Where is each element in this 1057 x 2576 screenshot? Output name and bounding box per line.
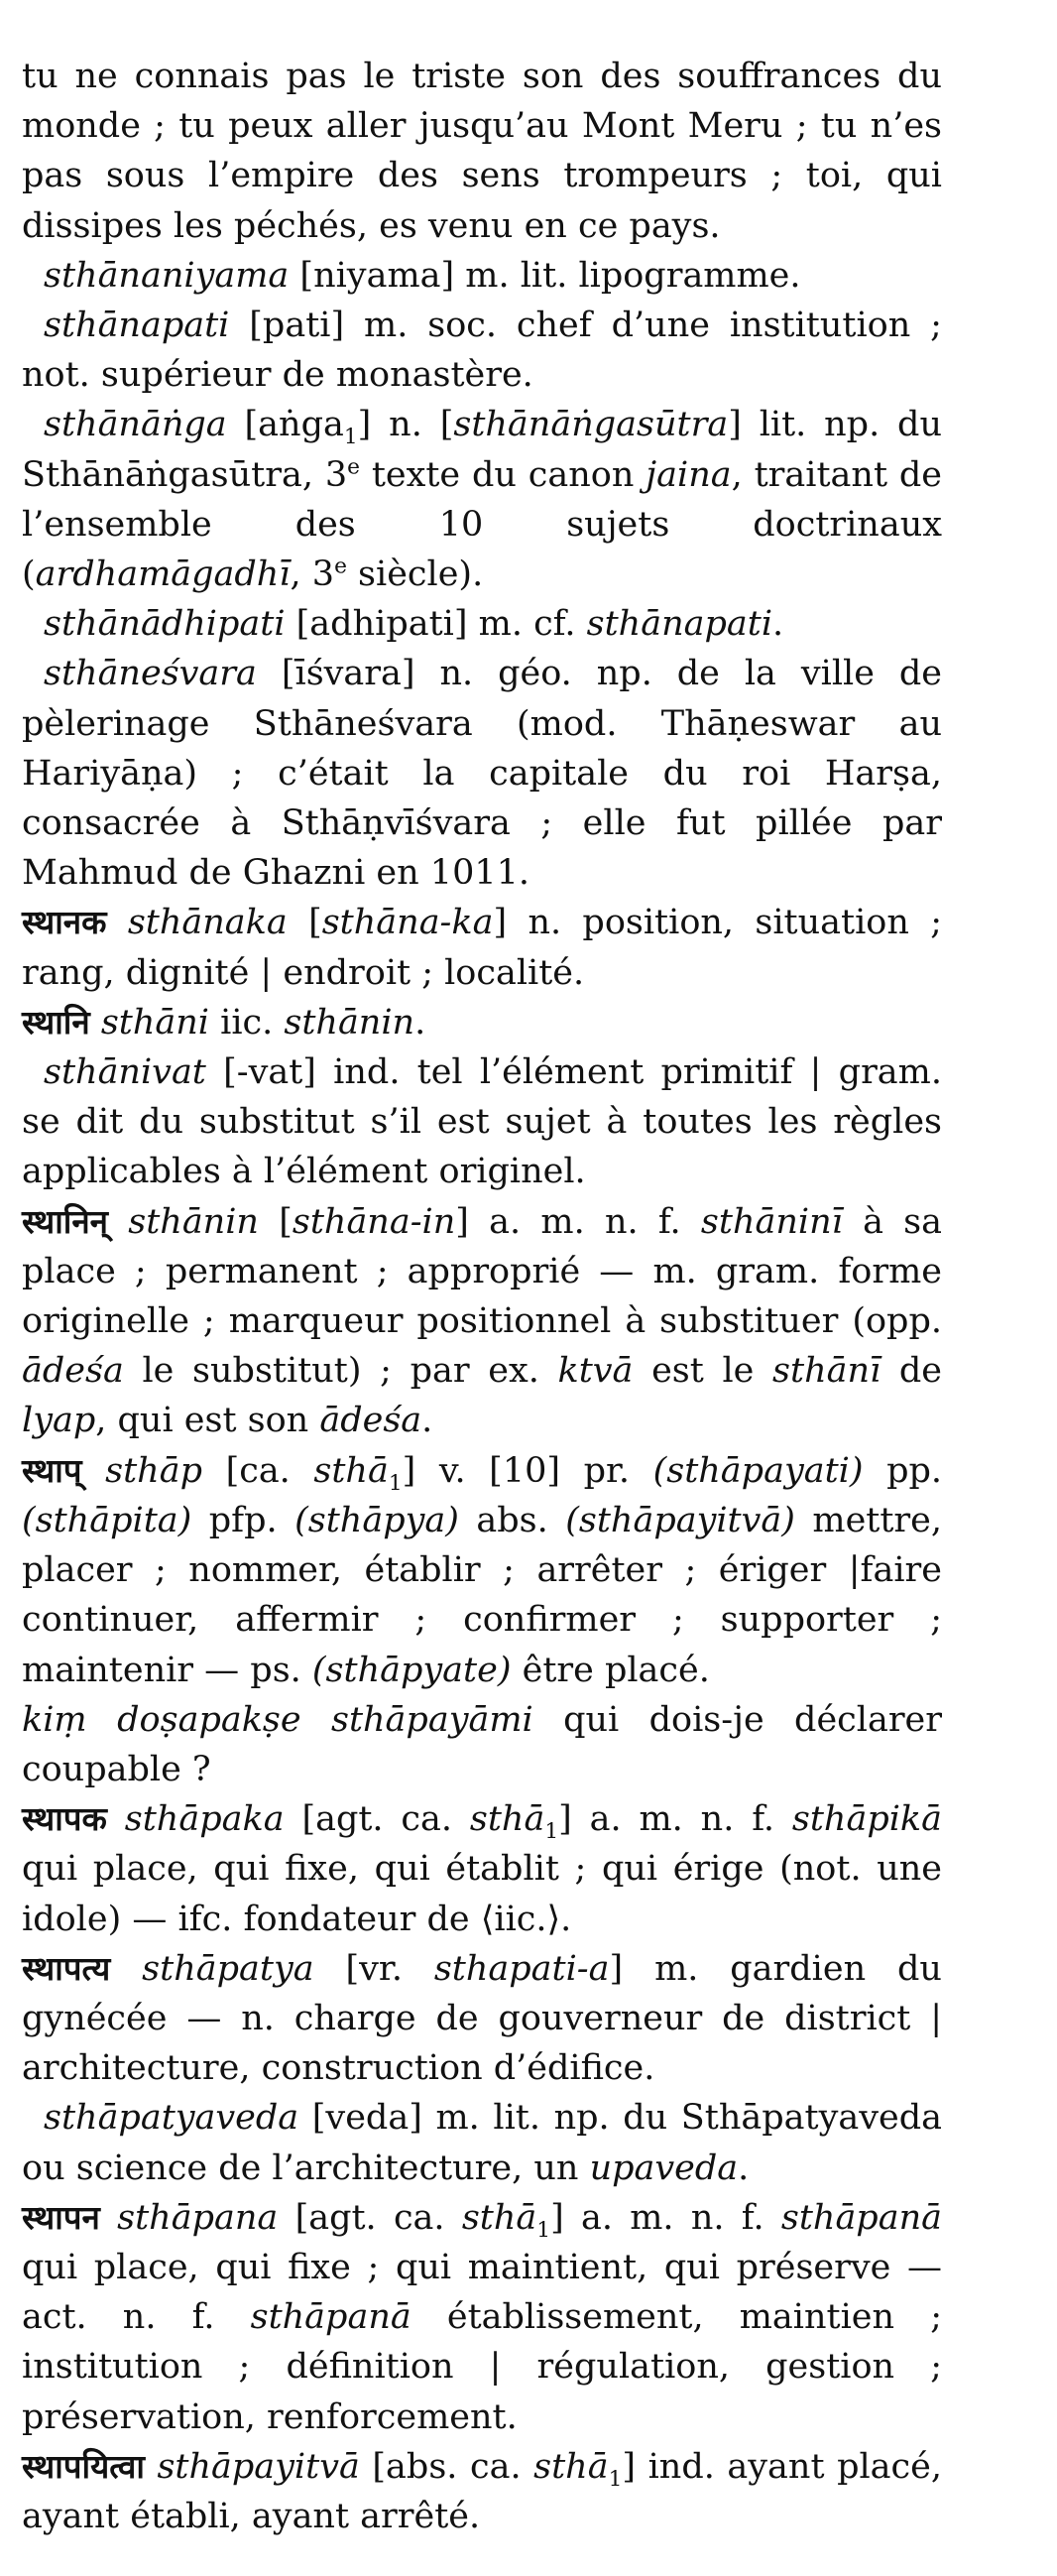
devanagari-headword: स्थाप् <box>22 1450 82 1490</box>
etymology: [agt. ca. sthā$_1$] <box>301 1799 572 1845</box>
headword: sthāpana <box>117 2197 279 2238</box>
definition-text: v. [10] pr. (sthāpayati) pp. (sthāpita) pfp. (sthāpya) abs. (sthāpayitvā) mettre, placer ; nommer, établir ; arrêter ; ériger |faire continuer, affermir ; confirmer ; supporter ; maintenir — ps. (sthāpyate) être placé. <box>22 1450 943 1690</box>
definition-text: a. m. n. f. sthāpanā qui place, qui fixe ; qui maintient, qui préserve — act. n. f. sthāpanā établissement, maintien ; institution ; définition | régulation, gestion ; préservation, renforcement. <box>22 2197 942 2437</box>
entry-example <box>22 1695 942 1794</box>
headword: sthānin <box>128 1201 259 1242</box>
definition-text: n. [sthānāṅgasūtra] lit. np. du Sthānāṅgasūtra, 3e texte du canon jaina, traitant de l’ensemble des 10 sujets doctrinaux (ardhamāgadhī, 3e siècle). <box>22 405 943 595</box>
headword: sthāpayitvā <box>157 2446 360 2487</box>
entry-sthanaka <box>22 898 942 997</box>
headword: sthānādhipati <box>44 604 286 645</box>
headword: sthānaniyama <box>44 255 290 296</box>
devanagari-headword: स्थापक <box>22 1799 107 1839</box>
entry-sthanesvara <box>22 649 942 898</box>
entry-sthanapati <box>22 301 942 400</box>
definition-text: m. lit. lipogramme. <box>454 255 801 296</box>
headword: sthānivat <box>44 1052 206 1093</box>
entry-sthanivat <box>22 1047 942 1197</box>
devanagari-headword: स्थानक <box>22 903 107 942</box>
entry-sthani <box>22 998 942 1047</box>
example-phrase: kiṃ doṣapakṣe sthāpayāmi <box>22 1699 533 1740</box>
definition-text: a. m. n. f. sthāpikā qui place, qui fixe, qui établit ; qui érige (not. une idole) — ifc. fondateur de ⟨iic.⟩. <box>22 1799 942 1939</box>
dictionary-page <box>22 52 942 2541</box>
devanagari-headword: स्थापन <box>22 2197 100 2237</box>
entry-sthapaka <box>22 1794 942 1944</box>
definition-text: ind. ayant placé, ayant établi, ayant arrêté. <box>22 2446 942 2536</box>
definition-text: m. cf. sthānapati. <box>467 604 784 645</box>
etymology: [īśvara] <box>281 654 415 694</box>
etymology: [aṅga$_1$] <box>244 405 372 450</box>
etymology: [ca. sthā$_1$] <box>225 1450 416 1496</box>
entry-sthananiyama <box>22 251 942 301</box>
entry-sthanin <box>22 1197 942 1446</box>
definition-text: m. gardien du gynécée — n. charge de gouverneur de district | architecture, construction d’édifice. <box>22 1948 942 2089</box>
headword: sthāp <box>105 1450 202 1491</box>
etymology: [vr. sthapati-a] <box>345 1948 624 1989</box>
definition-text: m. lit. np. du Sthāpatyaveda ou science de l’architecture, un upaveda. <box>22 2098 942 2188</box>
headword: sthāpatya <box>142 1948 314 1989</box>
entry-sthapayitva <box>22 2442 942 2541</box>
etymology: [sthāna-in] <box>279 1201 469 1242</box>
entry-sthananga <box>22 400 942 599</box>
definition-text: n. géo. np. de la ville de pèlerinage Sthāneśvara (mod. Thāṇeswar au Hariyāṇa) ; c’était la capitale du roi Harṣa, consacrée à Sthāṇvīśvara ; elle fut pillée par Mahmud de Ghazni en 1011. <box>22 654 942 894</box>
definition-text: iic. sthānin. <box>209 1002 426 1043</box>
headword: sthāneśvara <box>44 654 257 694</box>
entry-sthapatyaveda <box>22 2093 942 2192</box>
etymology: [sthāna-ka] <box>308 903 508 943</box>
headword: sthānapati <box>44 306 230 346</box>
etymology: [niyama] <box>299 255 455 296</box>
headword: sthānāṅga <box>44 405 227 445</box>
etymology: [agt. ca. sthā$_1$] <box>294 2197 564 2243</box>
entry-continuation <box>22 52 942 251</box>
etymology: [-vat] <box>223 1052 316 1093</box>
devanagari-headword: स्थानिन् <box>22 1201 108 1241</box>
devanagari-headword: स्थानि <box>22 1002 90 1042</box>
etymology: [veda] <box>311 2098 422 2139</box>
definition-text: m. soc. chef d’une institution ; not. supérieur de monastère. <box>22 306 942 396</box>
devanagari-headword: स्थापयित्वा <box>22 2446 145 2486</box>
definition-text: ind. tel l’élément primitif | gram. se dit du substitut s’il est sujet à toutes les règles applicables à l’élément originel. <box>22 1052 942 1192</box>
headword: sthāpaka <box>124 1799 285 1840</box>
entry-sthanadhipati <box>22 599 942 649</box>
entry-sthapana <box>22 2193 942 2442</box>
definition-text: qui dois-je déclarer coupable ? <box>22 1699 942 1789</box>
headword: sthāpatyaveda <box>44 2098 299 2139</box>
entry-sthap <box>22 1446 942 1695</box>
entry-sthapatya <box>22 1944 942 2094</box>
etymology: [pati] <box>249 306 345 346</box>
etymology: [abs. ca. sthā$_1$] <box>372 2446 637 2492</box>
devanagari-headword: स्थापत्य <box>22 1948 111 1988</box>
definition-text: n. position, situation ; rang, dignité | endroit ; localité. <box>22 903 942 993</box>
definition-text: a. m. n. f. sthāninī à sa place ; permanent ; approprié — m. gram. forme originelle ; marqueur positionnel à substituer (opp. ādeśa le substitut) ; par ex. ktvā est le sthānī de lyap, qui est son ādeśa. <box>22 1201 942 1441</box>
etymology: [adhipati] <box>295 604 468 645</box>
definition-text: tu ne connais pas le triste son des souffrances du monde ; tu peux aller jusqu’au Mont Meru ; tu n’es pas sous l’empire des sens trompeurs ; toi, qui dissipes les péchés, es venu en ce pays. <box>22 57 942 246</box>
headword: sthāni <box>100 1002 209 1043</box>
headword: sthānaka <box>127 903 288 943</box>
